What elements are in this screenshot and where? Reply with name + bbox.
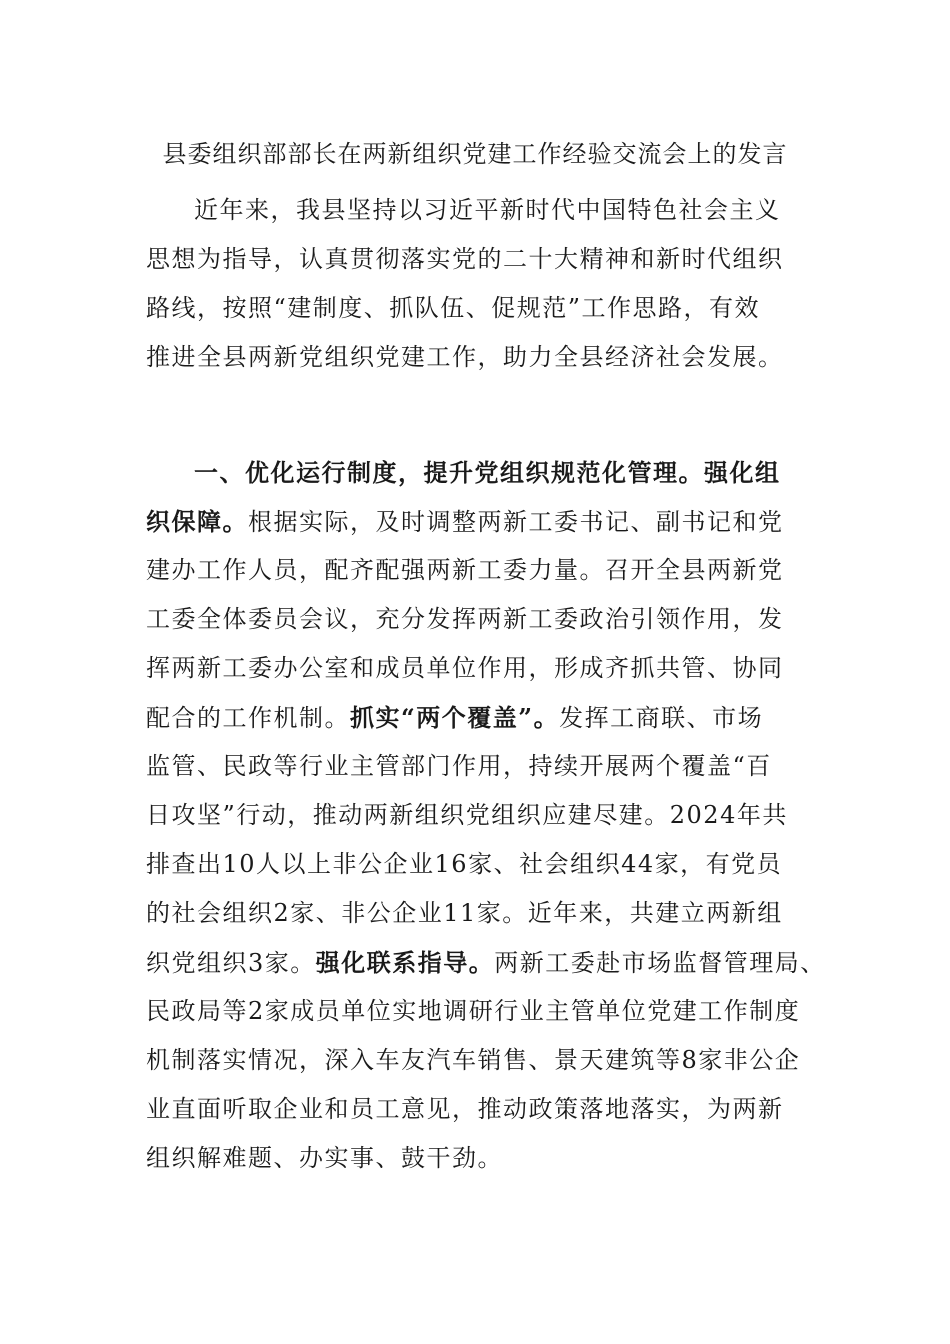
paragraph-line: 排查出10人以上非公企业16家、社会组织44家，有党员 [146,850,783,878]
paragraph-line: 监管、民政等行业主管部门作用，持续开展两个覆盖“百 [146,752,772,780]
line-text: 发挥工商联、市场 [559,704,764,732]
paragraph-line: 业直面听取企业和员工意见，推动政策落地落实，为两新 [146,1095,784,1123]
paragraph-line: 近年来，我县坚持以习近平新时代中国特色社会主义 [194,196,781,224]
paragraph-line [146,448,826,497]
paragraph-line [146,693,826,742]
paragraph-line: 组织解难题、办实事、鼓干劲。 [146,1144,503,1172]
paragraph-line: 建办工作人员，配齐配强两新工委力量。召开全县两新党 [146,556,784,584]
line-text: 根据实际，及时调整两新工委书记、副书记和党 [248,508,784,536]
subsection-heading: 织保障。 [146,507,248,536]
line-text: 两新工委赴市场监督管理局、 [494,949,826,977]
document-title: 县委组织部部长在两新组织党建工作经验交流会上的发言 [162,140,788,168]
subsection-heading: 强化联系指导。 [315,948,495,977]
intro-paragraph [146,186,784,382]
paragraph-line: 日攻坚”行动，推动两新组织党组织应建尽建。2024年共 [146,801,788,829]
section-one-paragraph [146,448,826,1183]
paragraph-line: 推进全县两新党组织党建工作，助力全县经济社会发展。 [146,343,784,371]
paragraph-line [146,938,826,987]
line-text: 配合的工作机制。 [146,704,350,732]
line-text: 织党组织3家。 [146,949,316,977]
paragraph-line: 挥两新工委办公室和成员单位作用，形成齐抓共管、协同 [146,654,784,682]
paragraph-line: 思想为指导，认真贯彻落实党的二十大精神和新时代组织 [146,245,784,273]
paragraph-line: 机制落实情况，深入车友汽车销售、景天建筑等8家非公企 [146,1046,801,1074]
paragraph-line: 的社会组织2家、非公企业11家。近年来，共建立两新组 [146,899,783,927]
paragraph-line: 路线，按照“建制度、抓队伍、促规范”工作思路，有效 [146,294,761,322]
paragraph-line: 民政局等2家成员单位实地调研行业主管单位党建工作制度 [146,997,801,1025]
paragraph-line: 工委全体委员会议，充分发挥两新工委政治引领作用，发 [146,605,784,633]
paragraph-line [146,497,826,546]
section-heading: 一、优化运行制度，提升党组织规范化管理。强化组 [194,458,781,487]
subsection-heading: 抓实“两个覆盖”。 [350,703,560,732]
